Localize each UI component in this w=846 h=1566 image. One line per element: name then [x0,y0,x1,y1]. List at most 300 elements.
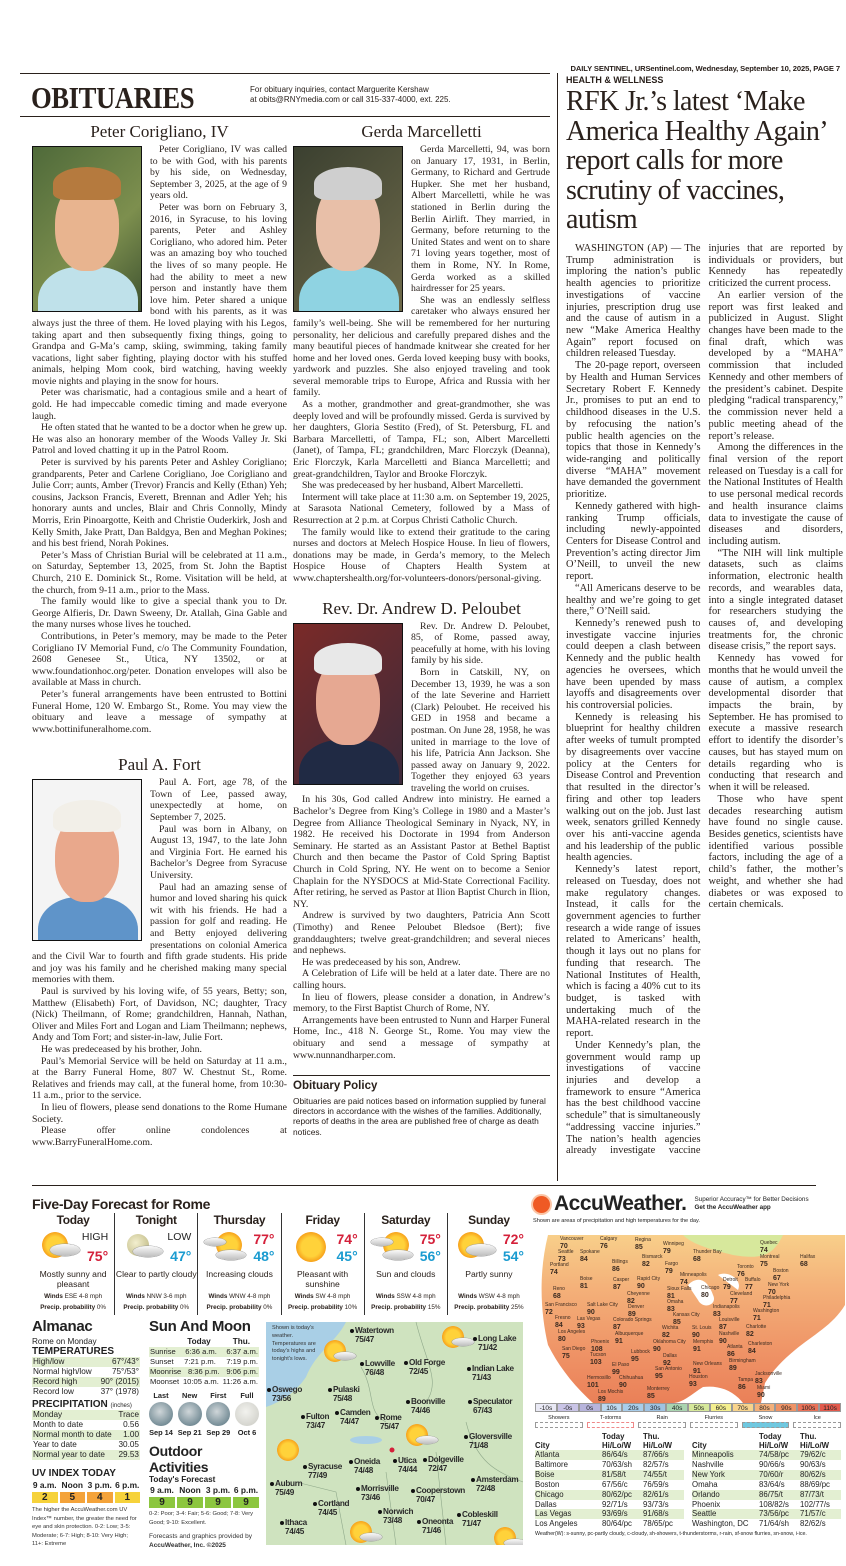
accuweather-logo-icon [533,1196,550,1213]
city-name-text: Indian Lake [472,1364,514,1373]
obituaries-title: OBITUARIES [31,80,195,115]
temp-kind: HIGH [81,1231,109,1243]
city-high: 103 [590,1358,602,1366]
city-name: Quebec [760,1240,778,1246]
city-high: 89 [729,1364,737,1372]
city-name: Tampa [738,1377,754,1383]
city-name: Rapid City [637,1276,661,1282]
article-paragraph: Among the differences in the final version of the report released on Tuesday is a call for the National Institutes of Health to use personal medical records and health insurance claims data to investigate the cause of diseases and disorders, including autism. [708,442,843,547]
city-name-text: Rome [380,1413,402,1422]
table-row [535,1450,684,1460]
city-temps: 71/42 [478,1343,497,1352]
city-dot-icon [301,1415,305,1419]
today-forecast: 71/64/sh [759,1519,789,1529]
map-city [473,1397,512,1415]
winds [282,1291,364,1302]
row-label: Month to date [33,1420,84,1429]
city-high: 90 [637,1282,645,1290]
us-map-city [693,1362,722,1375]
city-temps: 75/47 [355,1335,374,1344]
city-name: Louisville [719,1317,740,1323]
us-map-city [545,1303,577,1316]
winds-label: Winds [208,1293,228,1300]
map-city [462,1510,498,1528]
thu-forecast: 78/65/pc [643,1519,673,1529]
forecast-details [448,1291,530,1313]
city-name: Sioux Falls [667,1286,692,1292]
us-map-city [680,1273,707,1286]
city-temps: 74/47 [340,1417,359,1426]
city-name: Thunder Bay [693,1249,722,1255]
row-value: 37° (1978) [100,1387,139,1396]
obituary-paragraph: In lieu of flowers, please send donations to the Rome Humane Society. [32,1101,287,1125]
row-value: 30.05 [118,1440,139,1449]
blank [692,1432,759,1441]
phase-name: New [182,1391,198,1400]
city-name: Denver [628,1304,645,1310]
sun-and-moon [149,1318,259,1550]
table-row [692,1460,841,1470]
temp-band: 70s [732,1403,754,1412]
city-high: 85 [673,1318,681,1326]
obituary-paragraph: She was an endlessly selfless caretaker who always ensured her family’s well-being. She will be remembered for her nurturing personality, her delicious and carefully prepared dishes and the many beautiful pieces of handmade knitwear she created for her home and her loved ones. Gerda loved keeping busy with books, yardwork and puzzles. She also enjoyed traveling and took several memorable trips to Europe, Africa and Russia with her family. [293,294,550,399]
row-label: Normal month to date [33,1430,112,1439]
table-row [692,1519,841,1529]
city-name: Birmingham [729,1358,756,1364]
temp-band: -0s [557,1403,579,1412]
hair [314,643,382,675]
city-high: 77 [745,1283,753,1291]
temperatures-table [32,1357,140,1397]
city-high: 90 [719,1337,727,1345]
sun-icon [288,1232,330,1262]
cloud [371,1238,393,1246]
shirt [38,267,138,312]
city-name-text: Utica [398,1456,417,1465]
city-name [422,1517,453,1526]
city-name: Dallas [663,1353,677,1359]
today-time: 7:21 p.m. [184,1357,216,1366]
city-name [380,1413,402,1422]
city-name: Chicago [701,1285,720,1291]
thu-forecast: 90/63/s [800,1459,826,1469]
row-value: Trace [118,1410,139,1419]
city-high: 87 [719,1323,727,1331]
cloud-icon [416,1436,438,1444]
city-high: 75 [562,1352,570,1360]
city-name-text: Fulton [306,1412,330,1421]
city-name [275,1479,302,1488]
city-name [355,1326,394,1335]
phase-date: Sep 21 [177,1428,202,1437]
city-name: Colorado Springs [613,1317,652,1323]
city-name: Regina [635,1237,651,1243]
city-high: 86 [727,1350,735,1358]
us-map-city [719,1318,740,1331]
us-map-city [738,1378,753,1391]
city-high: 86 [738,1383,746,1391]
city-name: San Diego [562,1346,586,1352]
time-label: 6 p.m. [115,1480,140,1490]
us-map-city [692,1326,711,1339]
almanac-subtitle: Rome on Monday [32,1337,97,1346]
city-dot-icon [375,1416,379,1420]
thu-time: 6:37 a.m. [226,1347,258,1356]
low-temp: 54° [502,1248,525,1264]
city-dot-icon [471,1478,475,1482]
thu-time: 11:26 a.m. [222,1377,258,1386]
high-temp: 74° [336,1231,358,1247]
us-map-city [662,1326,678,1339]
city-name-text: Long Lake [478,1334,517,1343]
precip-type [793,1415,841,1428]
us-map-city [663,1354,677,1367]
city-high: 87 [613,1323,621,1331]
table-row [32,1420,140,1430]
us-map-city [667,1287,691,1300]
thu-forecast: 82/62/s [800,1519,826,1529]
city-high: 83 [755,1377,763,1385]
city-name [428,1455,464,1464]
us-map-city [558,1250,574,1263]
map-city [365,1359,395,1377]
phase-name: Full [240,1391,254,1400]
city-high: 77 [730,1297,738,1305]
us-map-city [730,1292,752,1305]
city-high: 80 [701,1291,709,1299]
table-row [32,1357,140,1367]
city-name: Montreal [760,1254,780,1260]
today-forecast: 108/82/s [759,1499,789,1509]
col-thu: Thu. [232,1337,250,1346]
map-city [428,1455,464,1473]
city-high: 82 [662,1331,670,1339]
forecast-details [32,1291,114,1313]
precip-type [742,1415,790,1428]
obituary-column-left [32,122,287,1162]
city-name: Buffalo [745,1277,761,1283]
city-temps: 75/49 [275,1488,294,1497]
outdoor-subtitle: Today's Forecast [149,1475,216,1484]
contact-line: at obits@RNYmedia.com or call 315-337-4000, ext. 225. [250,95,451,104]
forecast-day-tonight [114,1213,197,1315]
us-map-city [637,1277,660,1290]
row-label: Normal year to date [33,1450,105,1459]
city-name: Chicago [535,1489,564,1499]
col-today: Today [602,1432,625,1441]
table-header [535,1432,684,1441]
thu-time: 7:19 p.m. [226,1357,258,1366]
cloud-icon [334,1352,356,1360]
hair [314,167,382,200]
city-dot-icon [350,1329,354,1333]
precip-value: 15% [427,1304,441,1311]
us-map-city [627,1292,650,1305]
city-temps: 77/49 [308,1471,327,1480]
winds-value: WNW 4-8 mph [229,1293,271,1300]
precip-label: Precip. probability [40,1304,96,1311]
phase-date: Sep 14 [149,1428,173,1437]
obituary-paragraph: Born in Catskill, NY, on December 13, 1939, he was a son of the late Severine and Harriett (Clark) Peloubet. He received his GED in 1958 and became a postman. On June 28, 1958, he was united in marriage to the love of his life, Patricia Ann Jackson. She passed away on January 9, 2022. Together they enjoyed 63 years traveling the world on cruises. [411,666,550,794]
city-name-text: Morrisville [361,1484,399,1493]
us-map-city [555,1316,571,1329]
city-dot-icon [303,1465,307,1469]
table-row [32,1367,140,1377]
city-name: Los Angeles [535,1519,578,1529]
city-high: 89 [628,1310,636,1318]
winds-value: SSW 4-8 mph [396,1293,436,1300]
us-map-city [653,1340,686,1353]
city-high: 101 [587,1381,599,1389]
city-name: Seattle [692,1509,717,1519]
city-dot-icon [417,1520,421,1524]
forecast-description: Clear to partly cloudy [115,1269,197,1279]
obituary-paragraph: He was predeceased by his son, Andrew. [302,956,461,968]
us-map-city [587,1376,611,1389]
city-name: Minneapolis [680,1272,707,1278]
map-city [478,1334,516,1352]
city-name: Toronto [737,1264,754,1270]
sun-icon [277,1439,299,1461]
day-label: Sunday [468,1213,510,1227]
obituary-paragraph: Paul A. Fort, age 78, of the Town of Lee, passed away, unexpectedly at home, on September 7, 2025. [150,777,287,824]
city-high: 84 [580,1255,588,1263]
obituary-paragraph: He often stated that he wanted to be a doctor when he grew up. He was also an honorary member of the Woods Valley Jr. Ski Patrol and loved chatting it up in the Patrol Room. [32,422,287,457]
dateline: DAILY SENTINEL, URSentinel.com, Wednesday, September 10, 2025, PAGE 7 [570,64,840,73]
table-row [535,1490,684,1500]
col-unit: Hi/Lo/W [602,1441,632,1450]
city-high: 93 [577,1322,585,1330]
winds-value: WSW 4-8 mph [478,1293,520,1300]
precip [448,1302,530,1313]
obituary-paragraph: A Celebration of Life will be held at a later date. There are no calling hours. [293,968,550,991]
index-value: 2 [32,1492,58,1503]
table-row [32,1450,140,1460]
city-name-text: Boonville [411,1397,446,1406]
city-name: Las Vegas [577,1316,601,1322]
precip-label: Precip. probability [454,1304,510,1311]
city-high: 68 [800,1260,808,1268]
table-header [692,1441,841,1450]
city-high: 68 [553,1292,561,1300]
forecast-description: Sun and clouds [376,1269,436,1279]
city-dot-icon [313,1502,317,1506]
city-dot-icon [464,1435,468,1439]
us-map-city [619,1376,643,1389]
city-name [409,1358,445,1367]
day-label: Today [56,1213,90,1227]
obituary-paragraph: Peter is survived by his parents Peter and Ashley Corigliano; grandparents, Peter and Carlene Corigliano, Joe Corigliano and Julie Corr; aunts, Amber (Trevor) Francis and Kelly (Ethan) Yeh; cousins, Jackson Francis, Everett, Brennan and Adler Yeh; his honorary aunts and uncles, Blair and Chris Connolly, Mindy Morris, Erin Pinoargotte, Keith and Christie Ouderkirk, Josh and Kelly Smith, Jake Pratt, Dan Baldgya, Ben and Meghan Pokines; and his best friend, Norah Pokines. [32,457,287,550]
table-row [692,1450,841,1460]
event-label: Moonrise [150,1367,182,1376]
obituary-paragraph: Arrangements have been entrusted to Nunn and Harper Funeral Home, Inc., 418 N. George St., Rome. You may view the obituary and send a message of sympathy at www.nunnandharper.com. [293,1014,550,1061]
today-forecast: 74/58/pc [759,1450,789,1459]
sun-cloud-icon [38,1232,80,1262]
obituary-paragraph: Peter Corigliano, IV was called to be with God, with his parents by his side, on Wednesday, September 3, 2025, at the age of 9 years old. [150,144,287,202]
thu-forecast: 79/62/c [800,1450,826,1459]
moon-phase [149,1391,173,1437]
precipitation-title [32,1399,140,1410]
city-name: Washington [753,1308,780,1314]
city-high: 84 [748,1347,756,1355]
city-name [361,1484,399,1493]
map-city [380,1413,402,1431]
city-dot-icon [360,1362,364,1366]
us-map-city [558,1330,585,1343]
city-name: Phoenix [591,1339,610,1345]
city-name [306,1412,329,1421]
map-city [422,1517,453,1535]
article-headline: RFK Jr.’s latest ‘Make America Healthy Again’ report calls for more scrutiny of vaccines, autism [566,86,826,235]
us-map-city [635,1238,651,1251]
forecast-day-sunday [447,1213,530,1315]
cloud [50,1244,80,1256]
map-city [409,1358,445,1376]
winds [365,1291,447,1302]
row-label: Monday [33,1410,63,1419]
us-map-city [800,1255,815,1268]
city-high: 84 [555,1321,563,1329]
city-name-text: Pulaski [333,1385,360,1394]
col-unit: Hi/Lo/W [643,1441,673,1450]
city-dot-icon [457,1513,461,1517]
city-temps: 74/45 [318,1508,337,1517]
temp-band: 60s [710,1403,732,1412]
us-map-city [755,1372,782,1385]
today-time: 10:05 a.m. [182,1377,219,1386]
city-name [272,1385,302,1394]
map-city [398,1456,417,1474]
city-dot-icon [349,1460,353,1464]
moon-phases [149,1391,259,1437]
city-high: 82 [642,1260,650,1268]
city-high: 86 [612,1265,620,1273]
city-high: 76 [737,1270,745,1278]
city-name: Winnipeg [663,1241,684,1247]
obituary-paragraph: Paul was born in Albany, on August 13, 1947, to the late John and Virginia Fort. He earned his Bachelor’s Degree from Syracuse University. [150,823,287,882]
row-label: Year to date [33,1440,77,1449]
today-forecast: 73/56/pc [759,1509,789,1519]
map-city [476,1475,518,1493]
city-dot-icon [280,1521,284,1525]
obituary [293,122,550,585]
us-map-city [590,1353,606,1366]
us-map-city [689,1375,708,1388]
temp-band: 90s [775,1403,797,1412]
row-value: 29.53 [118,1450,139,1459]
hair [53,167,121,200]
today-time: 6:36 a.m. [185,1347,217,1356]
city-name-text: Norwich [383,1507,414,1516]
city-dot-icon [335,1411,339,1415]
city-name: Houston [689,1374,708,1380]
us-map-city [760,1241,778,1254]
accuweather-app-link[interactable]: Get the AccuWeather app [694,1204,771,1211]
thu-forecast: 76/59/s [643,1479,669,1489]
index-value: 4 [87,1492,113,1503]
time-label: 6 p.m. [233,1485,259,1495]
city-high: 80 [558,1335,566,1343]
us-map-city [748,1342,772,1355]
outdoor-times [149,1485,259,1496]
day-label: Tonight [135,1213,177,1227]
cloud-icon [504,1539,523,1545]
city-name: Boston [535,1479,560,1489]
map-city [306,1412,329,1430]
city-name: Cheyenne [627,1291,650,1297]
high-temp: 77° [253,1231,275,1247]
map-city [383,1507,413,1525]
us-map-city [745,1278,760,1291]
today-forecast: 92/71/s [602,1499,628,1509]
winds-value: ESE 4-8 mph [64,1293,103,1300]
city-name [340,1408,371,1417]
obituary-paragraph: The family would like to extend their gratitude to the caring nurses and doctors at Melech Hospice House. In lieu of flowers, donations may be made, in Gerda’s memory, to the Melech Hospice House of Chapters Health System at www.chaptershealth.org/for-volunteers-donors/personal-giving. [293,526,550,584]
table-row [149,1357,259,1367]
city-high: 81 [580,1282,588,1290]
us-map-city [719,1332,739,1345]
time-label: 3 p.m. [87,1480,112,1490]
city-name: Omaha [692,1479,718,1489]
city-name: Minneapolis [692,1450,734,1459]
table-row [149,1347,259,1357]
city-high: 82 [746,1330,754,1338]
temp-band: 20s [622,1403,644,1412]
city-name [285,1518,307,1527]
city-high: 67 [773,1274,781,1282]
city-name-text: Amsterdam [476,1475,519,1484]
us-map-city [667,1300,683,1313]
obituary-paragraph: Contributions, in Peter’s memory, may be made to the Peter Corigliano IV Memorial Fund, c/o The Community Foundation, 2608 Genesee St., Utica, NY 13502, or at www.foundationhoc.org/peter. Donation envelopes will also be available at Mass in church. [32,630,287,689]
city-high: 108 [591,1345,603,1353]
city-name-text: Camden [340,1408,371,1417]
us-map-city [723,1278,738,1291]
us-map-city [757,1386,770,1399]
city-name [462,1510,498,1519]
city-name: Nashville [692,1459,724,1469]
obituary-paragraph: Please offer online condolences at www.BarryFuneralHome.com. [32,1125,287,1148]
us-map-city [746,1325,766,1338]
city-name: Seattle [558,1249,574,1255]
us-map-city [768,1283,789,1296]
today-forecast: 70/60/r [759,1469,784,1479]
cloud-icon [360,1533,382,1541]
forecast-day-friday [281,1213,364,1315]
city-name: St. Louis [692,1325,712,1331]
map-city [308,1462,342,1480]
forecast-description: Pleasant with sunshine [297,1269,349,1289]
us-map-city [663,1242,684,1255]
us-map-city [562,1347,585,1360]
map-city [272,1385,302,1403]
city-name: El Paso [612,1362,630,1368]
city-name-text: Oswego [272,1385,303,1394]
precip [365,1302,447,1313]
time-label: 9 a.m. [150,1485,174,1495]
precip-unit: (inches) [110,1403,132,1409]
uv-title: UV INDEX TODAY [32,1468,116,1479]
row-value: 1.00 [123,1430,139,1439]
policy-title: Obituary Policy [293,1080,378,1093]
city-dot-icon [378,1510,382,1514]
city-high: 70 [768,1288,776,1296]
cloud [216,1250,246,1260]
moon-phase-icon [149,1402,173,1426]
precip-value: 0% [263,1304,273,1311]
winds-label: Winds [375,1293,395,1300]
table-row [535,1460,684,1470]
city-high: 89 [598,1395,606,1403]
